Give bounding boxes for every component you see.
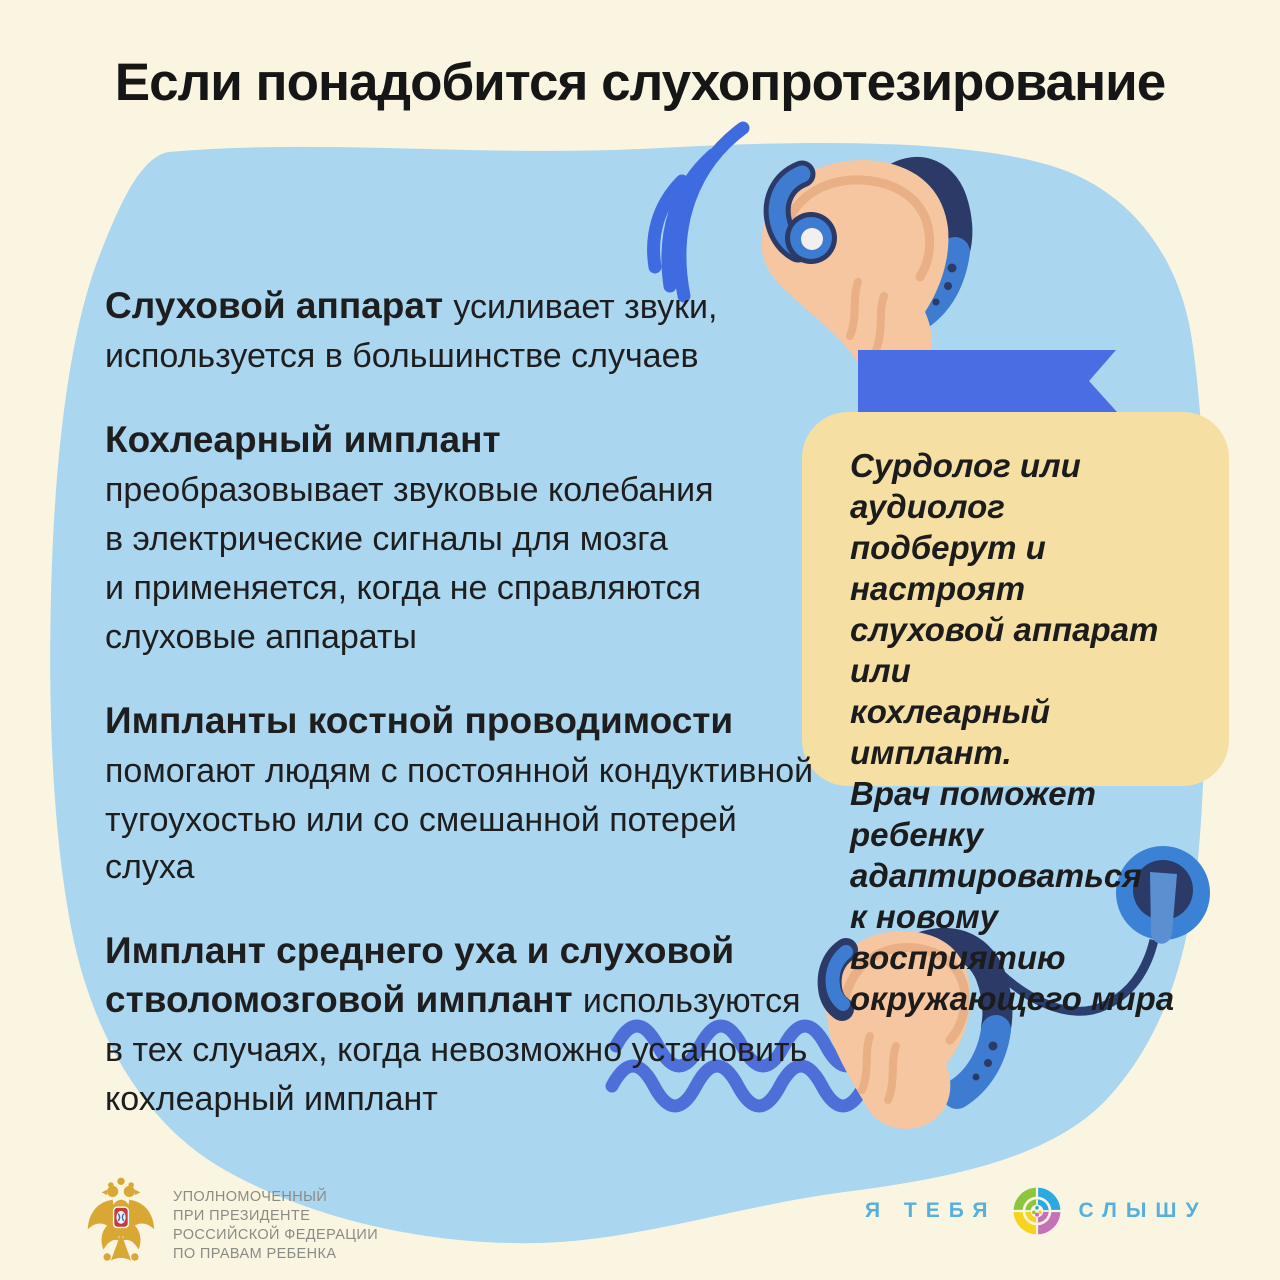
text-block-cochlear-implant: Кохлеарный имплант преобразовывает звуковые колебания в электрические сигналы для мозга и применяется, когда не справляются слуховые аппараты bbox=[105, 419, 714, 656]
ya-tebya-slyshu-logo bbox=[865, 1183, 1208, 1239]
slogan-left-text: Я ТЕБЯ bbox=[865, 1199, 997, 1222]
text-block-bone-conduction: Импланты костной проводимости помогают людям с постоянной кондуктивной тугоухостью или со смешанной потерей слуха bbox=[105, 700, 814, 886]
body-text bbox=[105, 282, 835, 1159]
coat-of-arms-logo bbox=[85, 1172, 157, 1270]
ombudsman-logo-block bbox=[85, 1172, 378, 1270]
text-block-hearing-aid: Слуховой аппарат усиливает звуки, используется в большинстве случаев bbox=[105, 285, 718, 375]
ombudsman-text: УПОЛНОМОЧЕННЫЙ ПРИ ПРЕЗИДЕНТЕ РОССИЙСКОЙ ФЕДЕРАЦИИ ПО ПРАВАМ РЕБЕНКА bbox=[173, 1189, 379, 1262]
ribbon-banner bbox=[858, 350, 1117, 412]
text-block-middle-ear-implant: Имплант среднего уха и слуховой стволомозговой имплант используются в тех случаях, когда невозможно установить кохлеарный имплант bbox=[105, 930, 808, 1118]
callout-box: Сурдолог или аудиолог подберут и настроят слуховой аппарат или кохлеарный имплант. Врач поможет ребенку адаптироваться к новому восприятию окружающего мира bbox=[802, 412, 1229, 786]
page-title: Если понадобится слухопротезирование bbox=[114, 53, 1166, 112]
ya-tebya-slyshu-logo-icon bbox=[1010, 1184, 1064, 1238]
slogan-right-text: СЛЫШУ bbox=[1078, 1199, 1208, 1222]
